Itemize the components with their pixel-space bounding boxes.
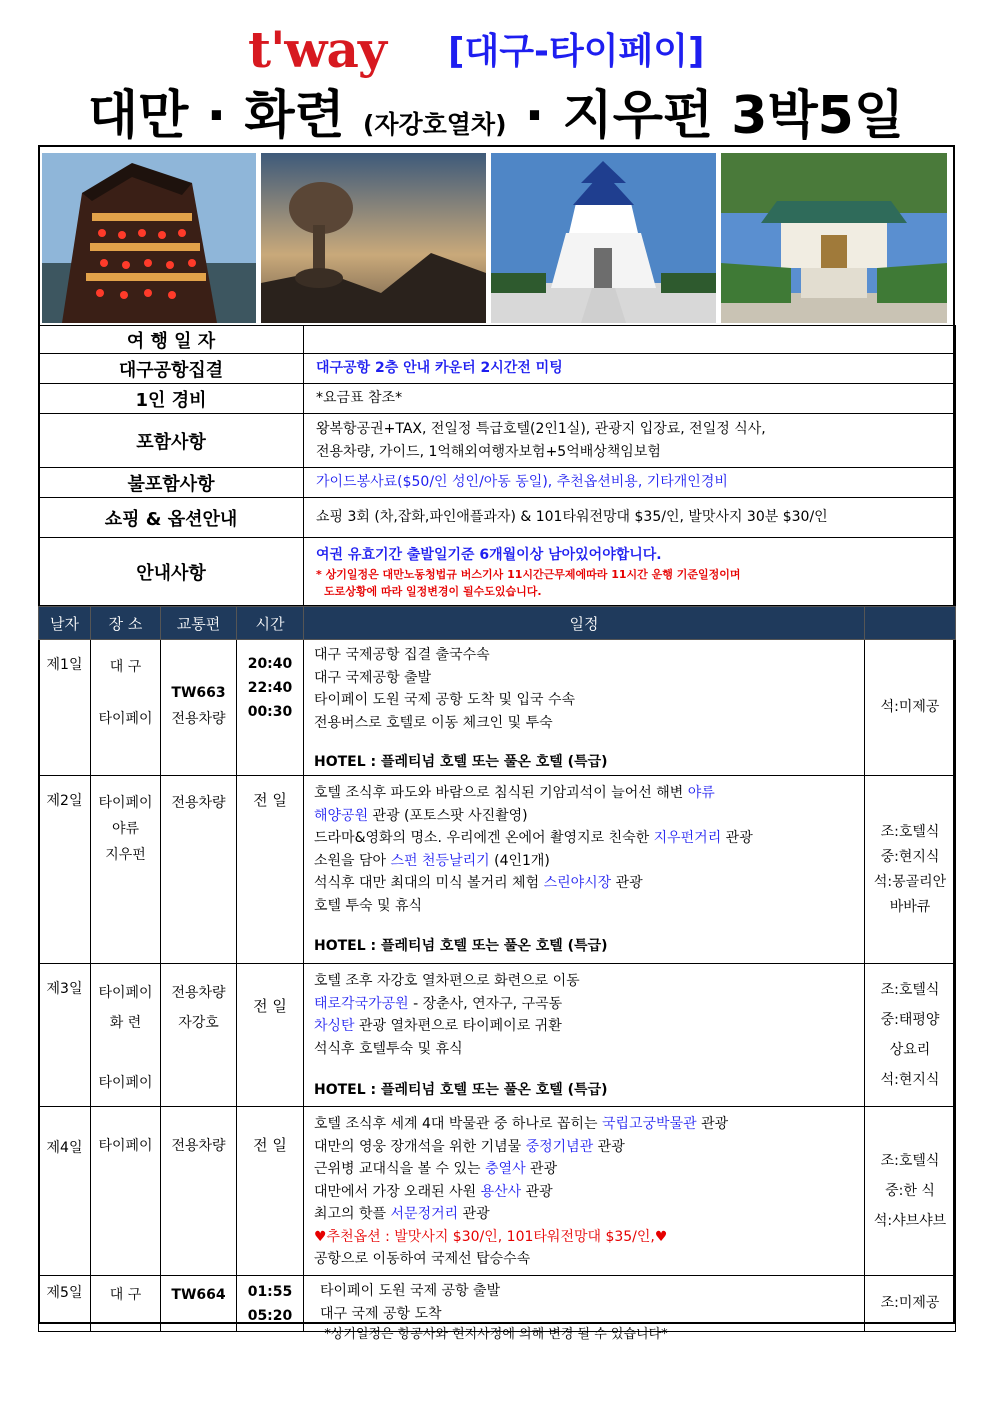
plan-text: - 장춘사, 연자구, 구곡동 [408, 995, 563, 1012]
plan-line: 호텔 조후 자강호 열차편으로 화련으로 이동 [314, 973, 580, 989]
plan-text: 드라마&영화의 명소. 우리에겐 온에어 촬영지로 친숙한 [314, 830, 654, 846]
tour-title-train: (자강호열차) [362, 110, 507, 139]
plan-text: 최고의 핫플 [314, 1206, 391, 1222]
included-line-1: 왕복항공권+TAX, 전일정 특급호텔(2인1실), 관광지 입장료, 전일정 식사, [316, 420, 766, 437]
info-row-cost [39, 384, 956, 414]
info-label-excluded: 불포함사항 [39, 468, 304, 498]
photo-yehliu-queen-head [261, 153, 486, 323]
plan-line: 대구 국제공항 집결 출국수속 [314, 647, 490, 663]
day-time: 전 일 [237, 776, 304, 964]
day-transport [161, 640, 237, 776]
info-label-notice: 안내사항 [39, 538, 304, 606]
plan-line [314, 1158, 864, 1181]
included-line-2: 전용차량, 가이드, 1억해외여행자보험+5억배상책임보험 [316, 443, 661, 460]
spot-jiufen-street: 지우펀거리 [653, 830, 722, 846]
info-value-notice [304, 538, 956, 606]
tour-title-main: 대만 · 화련 [87, 86, 363, 146]
place-line: 타이페이 [98, 795, 153, 811]
meal-line: 석:몽골리안 [873, 873, 947, 890]
route-title: [대구-타이페이] [448, 31, 705, 72]
place-line: 타이페이 [98, 1075, 153, 1091]
meal-line: 석:현지식 [880, 1072, 940, 1088]
day-transport: 전용차량 [161, 1107, 237, 1276]
info-row-date [39, 326, 956, 354]
plan-text: 호텔 조식후 파도와 바람으로 침식된 기암괴석이 늘어선 해변 [314, 785, 688, 801]
day-place [91, 640, 161, 776]
meal-line: 조:호텔식 [880, 982, 940, 998]
day-meal: 석:미제공 [865, 640, 956, 776]
meal-line: 중:현지식 [880, 848, 940, 865]
plan-text: 대만의 영웅 장개석을 위한 기념물 [314, 1138, 526, 1155]
info-row-excluded [39, 468, 956, 498]
time-line: 01:55 [247, 1284, 293, 1300]
info-label-included: 포함사항 [39, 414, 304, 468]
plan-text: 관광 [521, 1183, 553, 1200]
day-row-1 [39, 640, 956, 776]
day-label: 제2일 [39, 776, 91, 964]
info-value-date [304, 326, 956, 354]
plan-text: (4인1개) [489, 852, 550, 869]
day-time: 전 일 [237, 1107, 304, 1276]
plan-line [314, 850, 864, 873]
photo-national-palace-museum [721, 153, 947, 323]
info-label-meeting: 대구공항집결 [39, 354, 304, 384]
plan-text: 소원을 담아 [314, 852, 391, 869]
plan-text: 관광 [611, 875, 643, 891]
plan-text: 관광 [525, 1161, 558, 1177]
place-line: 화 련 [109, 1015, 142, 1031]
transport-line: 전용차량 [171, 711, 226, 727]
day-transport: 전용차량 [161, 776, 237, 964]
plan-line [314, 993, 864, 1016]
day-time [237, 640, 304, 776]
photo-strip [38, 147, 955, 325]
day-row-3 [39, 964, 956, 1107]
header-meal [865, 607, 956, 640]
spot-cks-memorial: 중정기념관 [525, 1138, 594, 1155]
info-value-excluded: 가이드봉사료($50/인 성인/아동 동일), 추천옵션비용, 기타개인경비 [304, 468, 956, 498]
header-plan: 일정 [304, 607, 865, 640]
day-plan [304, 964, 865, 1107]
plan-text: 관광 [458, 1206, 490, 1222]
spot-martyrs-shrine: 충열사 [485, 1161, 526, 1177]
day-place: 대 구 [91, 1276, 161, 1332]
info-row-notice [39, 538, 956, 606]
page-header [0, 0, 992, 145]
plan-line [314, 827, 864, 850]
info-row-shopping [39, 498, 956, 538]
plan-text: 관광 (포토스팟 사진촬영) [368, 807, 528, 824]
spot-qixingtan: 차싱탄 [314, 1018, 355, 1034]
time-line: 22:40 [247, 680, 293, 696]
header-transport: 교통편 [161, 607, 237, 640]
meal-line: 중:한 식 [885, 1183, 935, 1199]
plan-line [314, 1203, 864, 1226]
transport-line: TW663 [171, 685, 226, 701]
tway-logo: t'way [248, 20, 386, 79]
photo-chiang-kai-shek-hall [491, 153, 716, 323]
plan-line [314, 1113, 864, 1136]
plan-line: 공항으로 이동하여 국제선 탑승수속 [314, 1251, 531, 1267]
plan-text: 대만에서 가장 오래된 사원 [314, 1183, 481, 1200]
info-label-cost: 1인 경비 [39, 384, 304, 414]
plan-line [314, 1181, 864, 1204]
day-transport [161, 964, 237, 1107]
notice-driver-rule: * 상기일정은 대만노동청법규 버스기사 11시간근무제에따라 11시간 운행 기준일정이며 [316, 567, 741, 581]
day-label: 제5일 [39, 1276, 91, 1332]
plan-line [314, 805, 864, 828]
header-time: 시간 [237, 607, 304, 640]
header-place: 장 소 [91, 607, 161, 640]
tour-title-rest: · 지우펀 3박5일 [506, 86, 905, 146]
day-plan [304, 776, 865, 964]
info-label-date: 여 행 일 자 [39, 326, 304, 354]
spot-palace-museum: 국립고궁박물관 [601, 1116, 697, 1132]
meal-line: 상요리 [889, 1042, 931, 1058]
plan-line: 석식후 호텔투숙 및 휴식 [314, 1040, 463, 1057]
day-place [91, 964, 161, 1107]
plan-text: 관광 [593, 1138, 625, 1155]
hotel-line: HOTEL : 플레티넘 호텔 또는 풀온 호텔 (특급) [314, 754, 608, 770]
notice-road-change: 도로상황에 따라 일정변경이 될수도있습니다. [324, 584, 542, 598]
plan-line: 호텔 투숙 및 휴식 [314, 897, 423, 914]
plan-line [314, 782, 864, 805]
plan-line [314, 872, 864, 895]
photo-jiufen-teahouse [42, 153, 256, 323]
plan-text: 근위병 교대식을 볼 수 있는 [314, 1161, 486, 1177]
meal-line: 조:호텔식 [880, 823, 940, 840]
recommended-option: ♥추천옵션 : 발맛사지 $30/인, 101타워전망대 $35/인,♥ [314, 1228, 668, 1245]
day-row-2 [39, 776, 956, 964]
spot-longshan-temple: 용산사 [480, 1183, 522, 1200]
day-plan [304, 1107, 865, 1276]
day-meal: 조:미제공 [865, 1276, 956, 1332]
day-label: 제3일 [39, 964, 91, 1107]
place-line: 타이페이 [98, 711, 153, 727]
hotel-line: HOTEL : 플레티넘 호텔 또는 풀온 호텔 (특급) [314, 1082, 608, 1098]
meal-line: 석:샤브샤브 [873, 1213, 947, 1229]
header-day: 날자 [39, 607, 91, 640]
info-row-meeting [39, 354, 956, 384]
info-row-included [39, 414, 956, 468]
itinerary-header-row [39, 607, 956, 640]
day-meal [865, 776, 956, 964]
plan-text: 관광 [696, 1116, 729, 1132]
day-place [91, 776, 161, 964]
place-line: 대 구 [109, 659, 142, 675]
info-value-cost: *요금표 참조* [304, 384, 956, 414]
time-line: 20:40 [247, 656, 293, 672]
plan-lines [304, 964, 864, 1072]
info-label-shopping: 쇼핑 & 옵션안내 [39, 498, 304, 538]
hotel-line: HOTEL : 플레티넘 호텔 또는 풀온 호텔 (특급) [314, 938, 608, 954]
place-line: 야류 [111, 821, 140, 837]
day-label: 제1일 [39, 640, 91, 776]
meal-line: 조:호텔식 [880, 1153, 940, 1169]
place-line: 지우펀 [105, 847, 146, 863]
footer-note: *상기일정은 항공사와 현지사정에 의해 변경 될 수 있습니다* [324, 1327, 668, 1342]
plan-line: 타이페이 도원 국제 공항 도착 및 입국 수속 [314, 692, 576, 708]
plan-text: 관광 [721, 830, 753, 846]
plan-text: 석식후 대만 최대의 미식 볼거리 체험 [314, 875, 544, 891]
plan-text: 호텔 조식후 세계 4대 박물관 중 하나로 꼽히는 [314, 1116, 602, 1132]
plan-text: 관광 열차편으로 타이페이로 귀환 [354, 1018, 562, 1034]
time-line: 05:20 [247, 1308, 293, 1324]
day-place: 타이페이 [91, 1107, 161, 1276]
place-line: 타이페이 [98, 985, 153, 1001]
spot-taroko: 태로각국가공원 [314, 995, 409, 1012]
day-meal [865, 964, 956, 1107]
day-time: 전 일 [237, 964, 304, 1107]
info-value-shopping: 쇼핑 3회 (차,잡화,파인애플과자) & 101타워전망대 $35/인, 발맛사지 30분 $30/인 [304, 498, 956, 538]
transport-line: 자강호 [178, 1015, 219, 1031]
day-plan [304, 640, 865, 776]
plan-lines [304, 640, 864, 747]
plan-line: 대구 국제 공항 도착 [320, 1305, 442, 1322]
itinerary-table [38, 606, 956, 1332]
plan-line: 타이페이 도원 국제 공항 출발 [320, 1283, 501, 1299]
meal-line: 바바큐 [889, 898, 931, 915]
notice-passport: 여권 유효기간 출발일기준 6개월이상 남아있어야합니다. [316, 546, 662, 563]
spot-yehliu: 야류 [687, 785, 715, 801]
spot-geopark: 해양공원 [314, 807, 369, 824]
time-line: 00:30 [247, 704, 293, 720]
plan-line [314, 1136, 864, 1159]
spot-sky-lantern: 스펀 천등날리기 [390, 852, 490, 869]
info-value-meeting: 대구공항 2층 안내 카운터 2시간전 미팅 [304, 354, 956, 384]
plan-lines [304, 776, 864, 928]
day-meal [865, 1107, 956, 1276]
plan-line: 대구 국제공항 출발 [314, 669, 432, 686]
day-label: 제4일 [39, 1107, 91, 1276]
day-row-4 [39, 1107, 956, 1276]
transport-line: 전용차량 [171, 985, 226, 1001]
tour-info-table [38, 325, 956, 606]
plan-line [314, 1015, 864, 1038]
plan-line: 전용버스로 호텔로 이동 체크인 및 투숙 [314, 714, 553, 731]
spot-ximending: 서문정거리 [390, 1206, 459, 1222]
spot-shilin-market: 스린야시장 [543, 875, 612, 891]
meal-line: 중:태평양 [880, 1012, 940, 1028]
info-value-included [304, 414, 956, 468]
day-transport: TW664 [161, 1276, 237, 1332]
